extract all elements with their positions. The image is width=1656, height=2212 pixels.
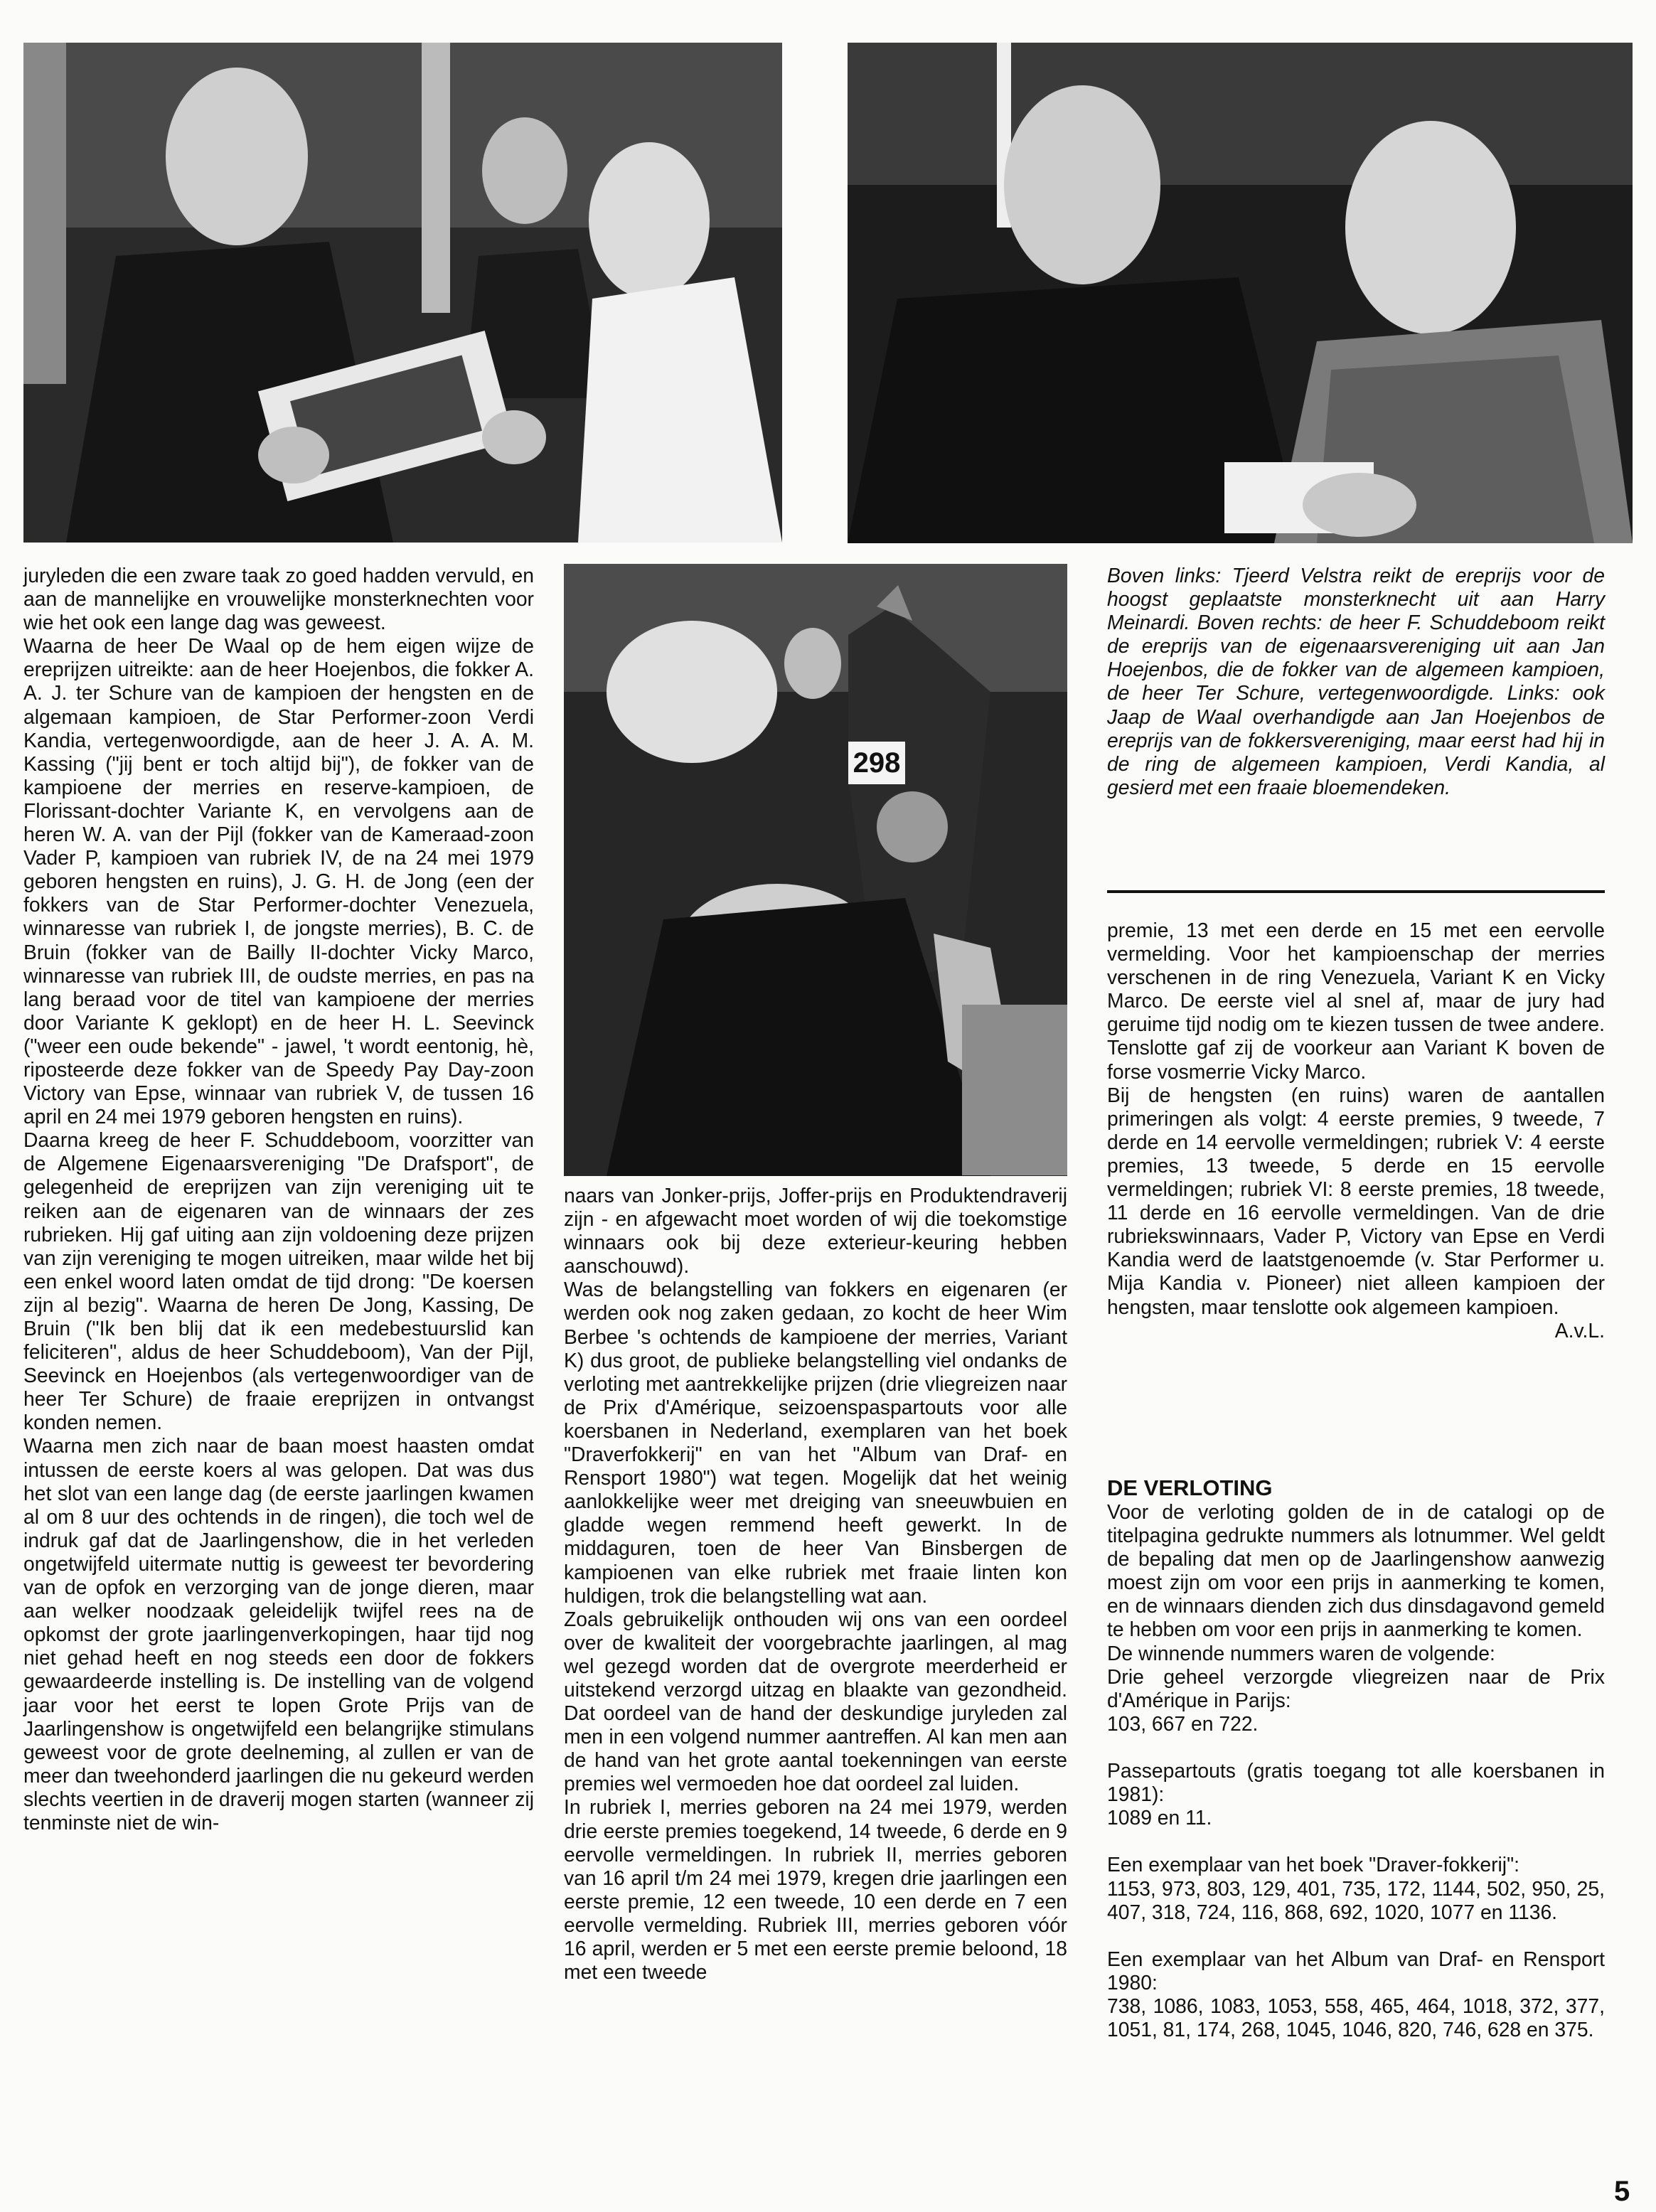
caption-divider xyxy=(1107,890,1605,893)
paragraph: Passepartouts (gratis toegang tot alle koersbanen in 1981): xyxy=(1107,1759,1605,1806)
column-right xyxy=(1107,919,1605,1342)
paragraph: Waarna men zich naar de baan moest haasten omdat intussen de eerste koers al was gelopen. Dat was dus het slot van een lange dag (de eerste jaarlingen kwamen al om 8 uur des ochtends in de ringen), die toch wel de indruk gaf dat de Jaarlingenshow, die in het verleden ongetwijfeld uitermate nuttig is geweest ter bevordering van de opfok en verzorging van de jonge dieren, maar aan welker noodzaak geleidelijk twijfel rees na de opkomst der grote jaarlingenverkopingen, haar tijd nog niet gehad heeft en nog steeds een door de fokkers gewaardeerde instelling is. De instelling van de volgend jaar voor het eerst te lopen Grote Prijs van de Jaarlingenshow is ongetwijfeld een belangrijke stimulans geweest voor de grote deelneming, al zullen er van de meer dan tweehonderd jaarlingen die nu gekeurd werden slechts veertien in de draverij mogen starten (wanneer zij tenminste niet de win- xyxy=(23,1434,534,1834)
number-card: 298 xyxy=(853,747,901,779)
photo-center xyxy=(564,564,1067,1176)
paragraph: Daarna kreeg de heer F. Schuddeboom, voorzitter van de Algemene Eigenaarsvereniging "De Drafsport", de gelegenheid de ereprijzen van zijn vereniging uit te reiken aan de eigenaren van de winnaars der zes rubrieken. Hij gaf uiting aan zijn voldoening deze prijzen van zijn vereniging te mogen uitreiken, maar wilde het bij een enkel woord laten omdat de tijd drong: "De koersen zijn al bezig". Waarna de heren De Jong, Kassing, De Bruin ("Ik ben blij dat ik een medebestuurslid kan feliciteren", aldus de heer Schuddeboom), Van der Pijl, Seevinck en Hoejenbos (als vertegenwoordiger van de heer Ter Schure) de fraaie ereprijzen in ontvangst konden nemen. xyxy=(23,1128,534,1434)
paragraph: De winnende nummers waren de volgende: xyxy=(1107,1641,1495,1665)
paragraph: premie, 13 met een derde en 15 met een eervolle vermelding. Voor het kampioenschap der merries verschenen in de ring Venezuela, Variant K en Vicky Marco. De eerste viel al snel af, maar de jury had geruime tijd nodig om te kiezen tussen de twee andere. Tenslotte gaf zij de voorkeur aan Variant K boven de forse vosmerrie Vicky Marco. xyxy=(1107,919,1605,1083)
column-verloting xyxy=(1107,1500,1605,2041)
spacer xyxy=(1107,1736,1605,1759)
author-signature: A.v.L. xyxy=(1554,1318,1605,1342)
paragraph: Waarna de heer De Waal op de hem eigen wijze de ereprijzen uitreikte: aan de heer Hoejenbos, die fokker A. A. J. ter Schure van de kampioen der hengsten en de algemaan kampioen, de Star Performer-zoon Verdi Kandia, vertegenwoordigde, aan de heer J. A. A. M. Kassing ("jij bent er toch altijd bij"), de fokker van de kampioene der merries en reserve-kampioen, de Florissant-dochter Variante K, en vervolgens aan de heren W. A. van der Pijl (fokker van de Kameraad-zoon Vader P, kampioen van rubriek IV, de na 24 mei 1979 geboren hengsten en ruins), J. G. H. de Jong (een der fokkers van de Star Performer-dochter Venezuela, winnaresse van rubriek I, de jongste merries), B. C. de Bruin (fokker van de Bailly II-dochter Vicky Marco, winnaresse van rubriek III, de oudste merries, en pas na lang beraad voor de titel van kampioene der merries door Variante K geklopt) en de heer H. L. Seevinck ("weer een oude bekende" - jawel, 't wordt eentonig, hè, riposteerde deze fokker van de Speedy Pay Day-zoon Victory van Epse, winnaar van rubriek V, de tussen 16 april en 24 mei 1979 geboren hengsten en ruins). xyxy=(23,634,534,1128)
paragraph: naars van Jonker-prijs, Joffer-prijs en Produktendraverij zijn - en afgewacht moet worden of wij die toekomstige winnaars ook bij deze exterieur-keuring hebben aanschouwd). xyxy=(564,1184,1067,1278)
paragraph: Was de belangstelling van fokkers en eigenaren (er werden ook nog zaken gedaan, zo kocht de heer Wim Berbee 's ochtends de kampioene der merries, Variant K) dus groot, de publieke belangstelling viel ondanks de verloting met aantrekkelijke prijzen (drie vliegreizen naar de Prix d'Amérique, seizoenspaspartouts voor alle koersbanen in Nederland, exemplaren van het boek "Draverfokkerij" en van het "Album van Draf- en Rensport 1980") wat tegen. Mogelijk dat het weinig aanlokkelijke weer met dreiging van sneeuwbuien en gladde wegen remmend heeft gewerkt. In de middaguren, toen de heer Van Binsbergen de kampioenen van elke rubriek met fraaie linten kon huldigen, trok die belangstelling wat aan. xyxy=(564,1278,1067,1607)
winning-numbers: 738, 1086, 1083, 1053, 558, 465, 464, 1018, 372, 377, 1051, 81, 174, 268, 1045, 1046, 820, 746, 628 en 375. xyxy=(1107,1994,1605,2041)
winning-numbers: 103, 667 en 722. xyxy=(1107,1711,1259,1735)
photo-caption xyxy=(1107,564,1605,799)
paragraph: juryleden die een zware taak zo goed hadden vervuld, en aan de mannelijke en vrouwelijke monsterknechten voor wie het ook een lange dag was geweest. xyxy=(23,564,534,634)
paragraph: In rubriek I, merries geboren na 24 mei 1979, werden drie eerste premies toegekend, 14 tweede, 6 derde en 9 eervolle vermeldingen. In rubriek II, merries geboren van 16 april t/m 24 mei 1979, kregen drie jaarlingen een eerste premie, 12 een tweede, 10 een derde en 7 een eervolle vermelding. Rubriek III, merries geboren vóór 16 april, werden er 5 met een eerste premie beloond, 18 met een tweede xyxy=(564,1795,1067,1984)
paragraph: Zoals gebruikelijk onthouden wij ons van een oordeel over de kwaliteit der voorgebrachte jaarlingen, al mag wel gezegd worden dat de overgrote meerderheid er uitstekend verzorgd uitzag en blaakte van gezondheid. Dat oordeel van de hand der deskundige juryleden zal men in een volgend nummer aantreffen. Al kan men aan de hand van het grote aantal toekenningen van eerste premies wel vermoeden hoe dat oordeel zal luiden. xyxy=(564,1607,1067,1795)
winning-numbers: 1153, 973, 803, 129, 401, 735, 172, 1144, 502, 950, 25, 407, 318, 724, 116, 868, 692, 1020, 1077 en 1136. xyxy=(1107,1876,1605,1923)
paragraph: Een exemplaar van het Album van Draf- en Rensport 1980: xyxy=(1107,1947,1605,1994)
column-left xyxy=(23,564,534,1834)
photo-top-right xyxy=(848,43,1633,543)
paragraph: Een exemplaar van het boek "Draver-fokkerij": xyxy=(1107,1853,1520,1876)
paragraph: Drie geheel verzorgde vliegreizen naar de Prix d'Amérique in Parijs: xyxy=(1107,1665,1605,1711)
caption-text: Boven links: Tjeerd Velstra reikt de ereprijs voor de hoogst geplaatste monsterknecht uit aan Harry Meinardi. Boven rechts: de heer F. Schuddeboom reikt de ereprijs van de eigenaarsvereniging uit aan Jan Hoejenbos, die de fokker van de algemeen kampioen, de heer Ter Schure, vertegenwoordigde. Links: ook Jaap de Waal overhandigde aan Jan Hoejenbos de ereprijs van de fokkersvereniging, maar eerst had hij in de ring de algemeen kampioen, Verdi Kandia, al gesierd met een fraaie bloemendeken. xyxy=(1107,564,1605,798)
spacer xyxy=(1107,1829,1605,1853)
paragraph: Bij de hengsten (en ruins) waren de aantallen primeringen als volgt: 4 eerste premies, 9 tweede, 7 derde en 14 eervolle vermeldingen; rubriek V: 4 eerste premies, 13 tweede, 5 derde en 15 eervolle vermeldingen; rubriek VI: 8 eerste premies, 18 tweede, 11 derde en 16 eervolle vermeldingen. Van de drie rubriekswinnaars, Vader P, Victory van Epse en Verdi Kandia werd de laatstgenoemde (v. Star Performer u. Mija Kandia v. Pioneer) niet alleen kampioen der hengsten, maar tenslotte ook algemeen kampioen. xyxy=(1107,1083,1605,1318)
page-number: 5 xyxy=(1614,2176,1630,2207)
column-middle xyxy=(564,1184,1067,1984)
section-heading-verloting: DE VERLOTING xyxy=(1107,1475,1273,1500)
paragraph: Voor de verloting golden de in de catalogi op de titelpagina gedrukte nummers als lotnummer. Wel geldt de bepaling dat men op de Jaarlingenshow aanwezig moest zijn om voor een prijs in aanmerking te komen, en de winnaars dienden zich dus dinsdagavond gemeld te hebben om voor een prijs in aanmerking te komen. xyxy=(1107,1500,1605,1641)
winning-numbers: 1089 en 11. xyxy=(1107,1806,1212,1829)
photo-top-left xyxy=(23,43,782,543)
spacer xyxy=(1107,1924,1605,1947)
